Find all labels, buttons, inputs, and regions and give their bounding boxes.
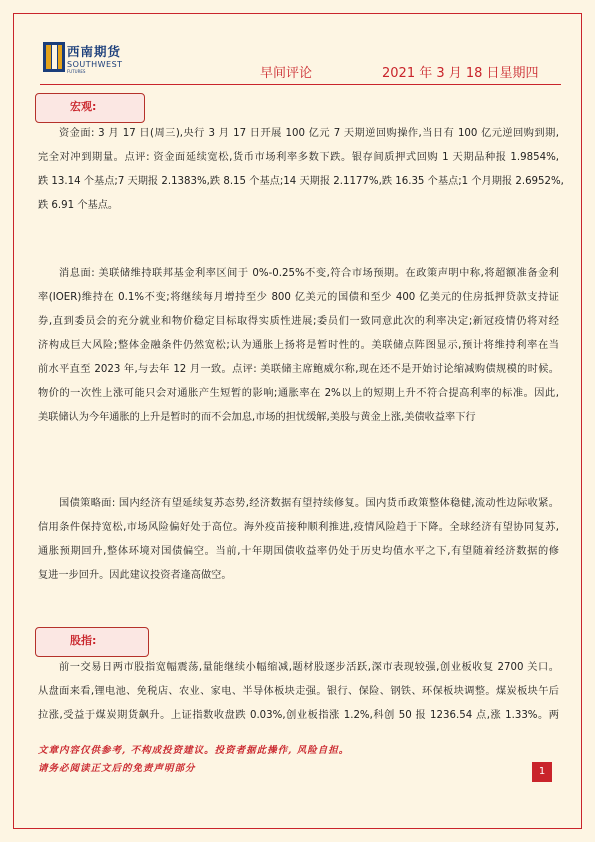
header-divider (40, 84, 561, 85)
text-line: 跌 6.91 个基点。 (38, 200, 119, 211)
text-line: 前一交易日两市股指宽幅震荡,量能继续小幅缩减,题材股逐步活跃,深市表现较强,创业板收复 2700 关口。 (59, 662, 559, 673)
text-line: 信用条件保持宽松,市场风险偏好处于高位。海外疫苗接种顺利推进,疫情风险趋于下降。全球经济有望协同复苏, (38, 522, 559, 533)
report-type-label: 早间评论 (260, 66, 313, 81)
text-line: 济构成巨大风险;整体金融条件仍然宽松;认为通胀上扬将是暂时性的。美联储点阵图显示,预计将维持利率在当 (38, 340, 559, 351)
text-line: 完全对冲到期量。点评: 资金面延续宽松,货币市场利率多数下跌。银存间质押式回购 1 天期品种报 1.9854%, (38, 152, 559, 163)
logo-mark-icon (43, 42, 65, 72)
paragraph-news (38, 262, 559, 430)
text-line: 从盘面来看,锂电池、免税店、农业、家电、半导体板块走强。银行、保险、钢铁、环保板块调整。煤炭板块午后 (38, 686, 559, 697)
text-line: 复进一步回升。因此建议投资者逢高做空。 (38, 570, 232, 581)
report-date: 2021 年 3 月 18 日星期四 (382, 66, 539, 81)
section-title-stock-index: 股指: (70, 634, 97, 647)
paragraph-bond-strategy (38, 492, 559, 588)
page-number: 1 (532, 762, 552, 782)
text-line: 拉涨,受益于煤炭期货飙升。上证指数收盘跌 0.03%,创业板指涨 1.2%,科创 50 报 1236.54 点,涨 1.33%。两 (38, 710, 559, 721)
text-line: 率(IOER)维持在 0.1%不变;将继续每月增持至少 800 亿美元的国债和至少 400 亿美元的住房抵押贷款支持证 (38, 292, 559, 303)
text-line: 消息面: 美联储维持联邦基金利率区间于 0%-0.25%不变,符合市场预期。在政策声明中称,将超额准备金利 (59, 268, 559, 279)
text-line: 物价的一次性上涨可能只会对通胀产生短暂的影响;通胀率在 2%以上的短期上升不符合提高利率的标准。因此, (38, 388, 559, 399)
disclaimer-line-2: 请务必阅读正文后的免责声明部分 (38, 763, 196, 774)
logo-text-en-sub: FUTURES (67, 69, 86, 74)
disclaimer-line-1: 文章内容仅供参考, 不构成投资建议。投资者据此操作, 风险自担。 (38, 745, 350, 756)
text-line: 券,直到委员会的充分就业和物价稳定目标取得实质性进展;委员们一致同意此次的利率决定;新冠疫情仍将对经 (38, 316, 559, 327)
text-line: 国债策略面: 国内经济有望延续复苏态势,经济数据有望持续修复。国内货币政策整体稳健,流动性边际收紧。 (59, 498, 559, 509)
logo-text-cn: 西南期货 (67, 44, 122, 59)
text-line: 跌 13.14 个基点;7 天期报 2.1383%,跌 8.15 个基点;14 天期报 2.1177%,跌 16.35 个基点;1 个月期报 2.6952%, (38, 176, 564, 187)
text-line: 美联储认为今年通胀的上升是暂时的而不会加息,市场的担忧缓解,美股与黄金上涨,美债收益率下行 (38, 412, 476, 423)
logo-text-en: SOUTHWEST (67, 60, 123, 69)
paragraph-funding (38, 122, 564, 218)
text-line: 资金面: 3 月 17 日(周三),央行 3 月 17 日开展 100 亿元 7 天期逆回购操作,当日有 100 亿元逆回购到期, (59, 128, 559, 139)
paragraph-stock-index (38, 656, 559, 728)
section-heading-stock-index (35, 627, 149, 657)
section-heading-macro (35, 93, 145, 123)
section-title-macro: 宏观: (70, 100, 97, 113)
text-line: 前水平直至 2023 年,与去年 12 月一致。点评: 美联储主席鲍威尔称,现在还不是开始讨论缩减购债规模的时候。 (38, 364, 559, 375)
text-line: 通胀预期回升,整体环境对国债偏空。当前,十年期国债收益率仍处于历史均值水平之下,有望随着经济数据的修 (38, 546, 559, 557)
company-logo (43, 40, 123, 74)
